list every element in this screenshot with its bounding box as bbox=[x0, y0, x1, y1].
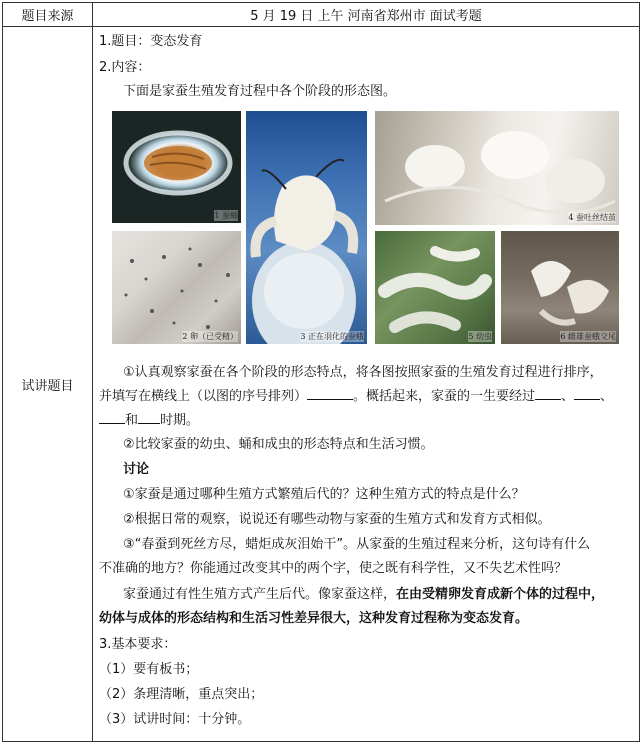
figure-caption: 2 卵（已受精） bbox=[182, 332, 238, 341]
content-label: 2.内容： bbox=[99, 60, 151, 75]
figure-emerging-moth bbox=[246, 111, 367, 344]
requirement-3: （3）试讲时间：十分钟。 bbox=[99, 712, 251, 727]
answer-blank bbox=[574, 387, 600, 400]
requirements-title: 3.基本要求： bbox=[99, 637, 177, 652]
discussion-2: ②根据日常的观察，说说还有哪些动物与家蚕的生殖方式和发育方式相似。 bbox=[123, 512, 551, 527]
figure-mating-moths bbox=[501, 231, 619, 344]
summary-line-2: 幼体与成体的形态结构和生活习性差异很大，这种发育过程称为变态发育。 bbox=[99, 611, 529, 626]
question-2: ②比较家蚕的幼虫、蛹和成虫的形态特点和生活习惯。 bbox=[123, 437, 434, 452]
header-source-value: 5 月 19 日 上午 河南省郑州市 面试考题 bbox=[250, 9, 482, 24]
discussion-title: 讨论 bbox=[123, 462, 150, 477]
figure-caption: 3 正在羽化的蚕蛾 bbox=[300, 332, 364, 341]
figure-pupa bbox=[112, 111, 241, 223]
question-1-line-1: ①认真观察家蚕在各个阶段的形态特点，将各图按照家蚕的生殖发育过程进行排序， bbox=[123, 365, 603, 380]
header-source-label: 题目来源 bbox=[21, 9, 74, 24]
intro-text: 下面是家蚕生殖发育过程中各个阶段的形态图。 bbox=[123, 84, 397, 99]
moth-shape bbox=[246, 111, 367, 344]
summary-line-1: 家蚕通过有性生殖方式产生后代。像家蚕这样，在由受精卵发育成新个体的过程中， bbox=[123, 587, 605, 602]
requirement-2: （2）条理清晰，重点突出； bbox=[99, 687, 264, 702]
pupa-shape bbox=[112, 111, 241, 223]
question-1-line-3: 和 时期。 bbox=[99, 411, 199, 430]
question-1-line-2: 并填写在横线上（以图的序号排列） 。概括起来，家蚕的一生要经过 、 、 bbox=[99, 389, 614, 404]
figure-caption: 1 蚕蛹 bbox=[214, 211, 238, 220]
discussion-3-line-1: ③“春蚕到死丝方尽，蜡炬成灰泪始干”。从家蚕的生殖过程来分析，这句诗有什么 bbox=[123, 537, 591, 552]
discussion-3-line-2: 不准确的地方？你能通过改变其中的两个字，使之既有科学性，又不失艺术性吗？ bbox=[99, 561, 568, 576]
figure-larva bbox=[375, 231, 495, 344]
exam-table bbox=[2, 2, 640, 742]
answer-blank bbox=[99, 411, 125, 424]
eggs-texture bbox=[112, 231, 241, 344]
figure-eggs bbox=[112, 231, 241, 344]
figure-caption: 5 幼虫 bbox=[468, 332, 492, 341]
figure-caption: 6 雌雄蚕蛾交尾 bbox=[560, 332, 616, 341]
requirement-1: （1）要有板书； bbox=[99, 662, 199, 677]
answer-blank bbox=[535, 387, 561, 400]
column-divider bbox=[92, 3, 93, 741]
topic-title: 1.题目：变态发育 bbox=[99, 34, 203, 49]
figure-caption: 4 蚕吐丝结茧 bbox=[568, 213, 616, 222]
larva-shape bbox=[375, 231, 495, 344]
discussion-1: ①家蚕是通过哪种生殖方式繁殖后代的？这种生殖方式的特点是什么？ bbox=[123, 487, 525, 502]
figure-cocoon-spinning bbox=[375, 111, 619, 225]
answer-blank bbox=[307, 387, 353, 400]
topic-content bbox=[99, 27, 633, 741]
cocoons-shape bbox=[375, 111, 619, 225]
answer-blank bbox=[138, 411, 160, 424]
mating-moths-shape bbox=[501, 231, 619, 344]
row-label-topic: 试讲题目 bbox=[21, 378, 74, 394]
